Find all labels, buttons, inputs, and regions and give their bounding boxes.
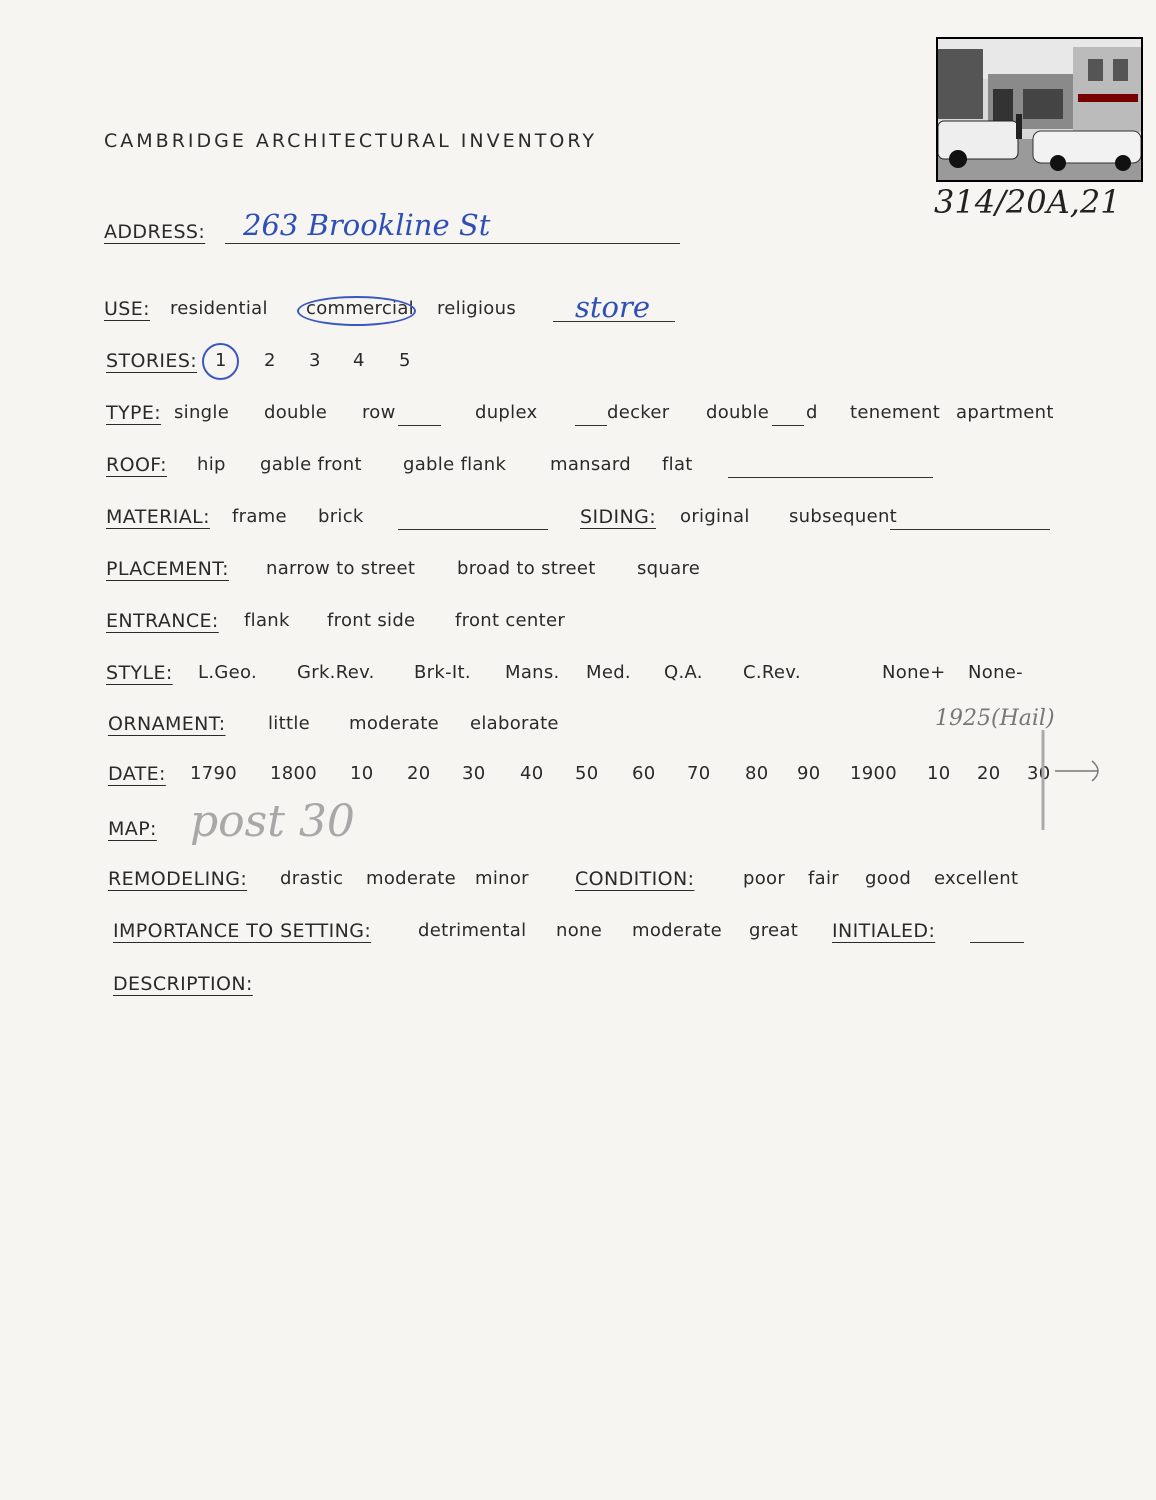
address-value: 263 Brookline St xyxy=(243,208,491,242)
type-decker-line xyxy=(575,425,607,426)
use-option-residential: residential xyxy=(170,298,268,319)
style-option-lgeo: L.Geo. xyxy=(198,662,257,683)
entrance-option-front-center: front center xyxy=(455,610,566,631)
ornament-option-little: little xyxy=(268,713,310,734)
style-label: STYLE: xyxy=(106,662,173,684)
remodeling-option-moderate: moderate xyxy=(366,868,457,889)
condition-label: CONDITION: xyxy=(575,868,695,890)
style-option-none-plus: None+ xyxy=(882,662,946,683)
date-option-1930: 30 xyxy=(1027,763,1051,784)
type-option-double: double xyxy=(264,402,328,423)
building-photo xyxy=(936,37,1143,182)
material-option-brick: brick xyxy=(318,506,364,527)
placement-label: PLACEMENT: xyxy=(106,558,229,580)
date-option-60: 60 xyxy=(632,763,656,784)
type-double-d-line xyxy=(772,425,804,426)
condition-option-fair: fair xyxy=(808,868,839,889)
map-label: MAP: xyxy=(108,818,157,840)
stories-option-2: 2 xyxy=(264,350,276,371)
type-option-apartment: apartment xyxy=(956,402,1054,423)
use-label: USE: xyxy=(104,298,150,320)
reference-number: 314/20A,21 xyxy=(934,183,1121,221)
siding-option-original: original xyxy=(680,506,750,527)
description-label: DESCRIPTION: xyxy=(113,973,253,995)
condition-option-poor: poor xyxy=(743,868,786,889)
type-option-single: single xyxy=(174,402,230,423)
remodeling-option-minor: minor xyxy=(475,868,529,889)
address-line xyxy=(225,243,680,244)
placement-option-broad: broad to street xyxy=(457,558,596,579)
ornament-option-moderate: moderate xyxy=(349,713,440,734)
date-option-80: 80 xyxy=(745,763,769,784)
type-label: TYPE: xyxy=(106,402,162,424)
condition-option-good: good xyxy=(865,868,912,889)
type-option-d: d xyxy=(806,402,818,423)
placement-option-square: square xyxy=(637,558,701,579)
importance-option-detrimental: detrimental xyxy=(418,920,527,941)
form-title: CAMBRIDGE ARCHITECTURAL INVENTORY xyxy=(104,130,597,152)
entrance-option-flank: flank xyxy=(244,610,290,631)
style-option-crev: C.Rev. xyxy=(743,662,801,683)
siding-option-subsequent: subsequent xyxy=(789,506,898,527)
date-option-40: 40 xyxy=(520,763,544,784)
siding-label: SIDING: xyxy=(580,506,657,528)
material-option-frame: frame xyxy=(232,506,287,527)
entrance-option-front-side: front side xyxy=(327,610,416,631)
map-annotation: post 30 xyxy=(190,796,355,847)
roof-label: ROOF: xyxy=(106,454,167,476)
stories-option-4: 4 xyxy=(353,350,365,371)
date-option-70: 70 xyxy=(687,763,711,784)
use-other-value: store xyxy=(575,290,651,324)
roof-option-gable-flank: gable flank xyxy=(403,454,507,475)
date-label: DATE: xyxy=(108,763,166,785)
importance-option-moderate: moderate xyxy=(632,920,723,941)
date-option-50: 50 xyxy=(575,763,599,784)
type-option-row: row xyxy=(362,402,396,423)
date-option-1800: 1800 xyxy=(270,763,318,784)
type-option-decker: decker xyxy=(607,402,670,423)
remodeling-option-drastic: drastic xyxy=(280,868,344,889)
style-option-none-minus: None- xyxy=(968,662,1023,683)
stories-option-1: 1 xyxy=(215,350,227,371)
use-other-line xyxy=(553,321,675,322)
initialed-line xyxy=(970,942,1024,943)
use-option-commercial: commercial xyxy=(306,298,414,319)
date-arrow-mark xyxy=(1030,725,1110,835)
condition-option-excellent: excellent xyxy=(934,868,1019,889)
date-annotation: 1925(Hail) xyxy=(935,706,1055,731)
type-row-line xyxy=(398,425,441,426)
roof-option-mansard: mansard xyxy=(550,454,631,475)
remodeling-label: REMODELING: xyxy=(108,868,248,890)
importance-label: IMPORTANCE TO SETTING: xyxy=(113,920,372,942)
stories-option-5: 5 xyxy=(399,350,411,371)
placement-option-narrow: narrow to street xyxy=(266,558,416,579)
initialed-label: INITIALED: xyxy=(832,920,936,942)
type-option-double-decker: double xyxy=(706,402,770,423)
roof-option-hip: hip xyxy=(197,454,226,475)
stories-selected-circle xyxy=(202,343,239,380)
material-label: MATERIAL: xyxy=(106,506,210,528)
style-option-brkit: Brk-It. xyxy=(414,662,471,683)
roof-option-flat: flat xyxy=(662,454,693,475)
style-option-grkrev: Grk.Rev. xyxy=(297,662,375,683)
date-option-1790: 1790 xyxy=(190,763,238,784)
date-option-1910: 10 xyxy=(927,763,951,784)
importance-option-great: great xyxy=(749,920,799,941)
stories-label: STORIES: xyxy=(106,350,198,372)
importance-option-none: none xyxy=(556,920,603,941)
roof-option-gable-front: gable front xyxy=(260,454,362,475)
type-option-tenement: tenement xyxy=(850,402,941,423)
ornament-option-elaborate: elaborate xyxy=(470,713,559,734)
date-option-20: 20 xyxy=(407,763,431,784)
type-option-duplex: duplex xyxy=(475,402,538,423)
use-selected-circle xyxy=(297,296,416,326)
date-option-10: 10 xyxy=(350,763,374,784)
date-option-90: 90 xyxy=(797,763,821,784)
date-option-30: 30 xyxy=(462,763,486,784)
ornament-label: ORNAMENT: xyxy=(108,713,226,735)
date-option-1920: 20 xyxy=(977,763,1001,784)
roof-other-line xyxy=(728,477,933,478)
style-option-qa: Q.A. xyxy=(664,662,703,683)
siding-other-line xyxy=(890,529,1050,530)
address-label: ADDRESS: xyxy=(104,221,206,243)
style-option-med: Med. xyxy=(586,662,631,683)
use-option-religious: religious xyxy=(437,298,517,319)
entrance-label: ENTRANCE: xyxy=(106,610,219,632)
stories-option-3: 3 xyxy=(309,350,321,371)
style-option-mans: Mans. xyxy=(505,662,560,683)
material-other-line xyxy=(398,529,548,530)
date-option-1900: 1900 xyxy=(850,763,898,784)
